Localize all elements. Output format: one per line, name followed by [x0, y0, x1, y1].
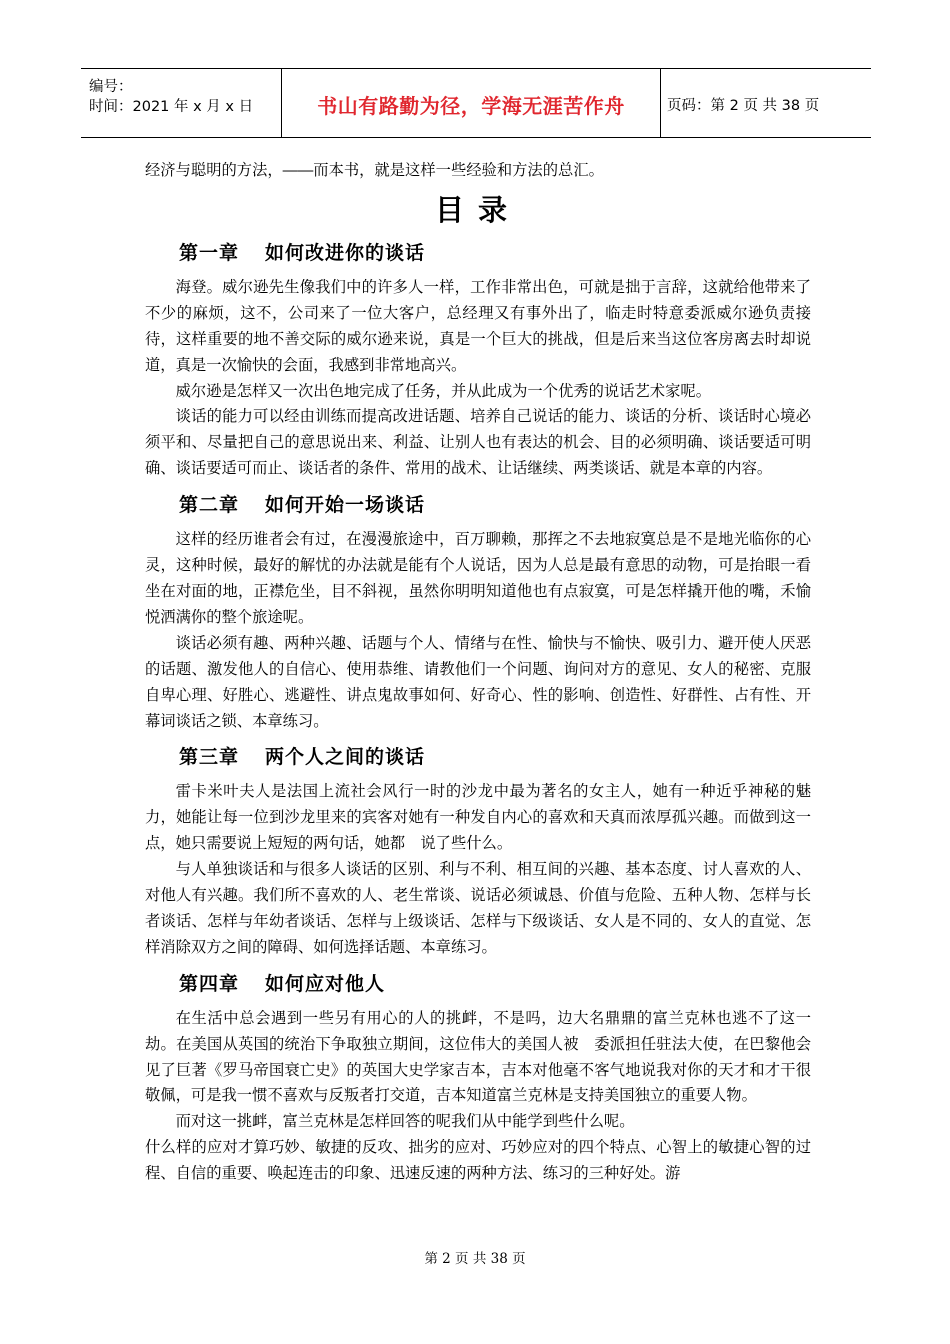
chapter-1 — [145, 240, 811, 482]
paragraph: 谈话必须有趣、两种兴趣、话题与个人、情绪与在性、愉快与不愉快、吸引力、避开使人厌恶的话题、激发他人的自信心、使用恭维、请教他们一个问题、询问对方的意见、女人的秘密、克服自卑心理、好胜心、逃避性、讲点鬼故事如何、好奇心、性的影响、创造性、好群性、占有性、开幕词谈话之锁、本章练习。 — [145, 633, 811, 730]
chapter-number: 第三章 — [179, 746, 240, 769]
paragraph: 雷卡米叶夫人是法国上流社会风行一时的沙龙中最为著名的女主人，她有一种近乎神秘的魅力，她能让每一位到沙龙里来的宾客对她有一种发自内心的喜欢和天真而浓厚孤兴趣。而做到这一点，她只需要说上短短的两句话，她都 说了些什么。 — [145, 782, 811, 853]
header-meta-cell — [81, 69, 282, 137]
chapter-heading — [179, 971, 811, 997]
chapter-number: 第一章 — [179, 241, 240, 264]
chapter-number: 第四章 — [179, 972, 240, 995]
paragraph: 什么样的应对才算巧妙、敏捷的反攻、拙劣的应对、巧妙应对的四个特点、心智上的敏捷心智的过程、自信的重要、唤起连击的印象、迅速反速的两种方法、练习的三种好处。游 — [145, 1138, 811, 1183]
chapter-3 — [145, 744, 811, 960]
page-info: 页码：第 2 页 共 38 页 — [667, 98, 820, 114]
chapter-title: 如何开始一场谈话 — [265, 494, 426, 517]
chapter-heading — [179, 744, 811, 770]
paragraph: 在生活中总会遇到一些另有用心的人的挑衅，不是吗，边大名鼎鼎的富兰克林也逃不了这一劫。在美国从英国的统治下争取独立期间，这位伟大的美国人被 委派担任驻法大使，在巴黎他会见了巨著《罗马帝国衰亡史》的英国大史学家吉本，吉本对他毫不客气地说我对你的天才和才干很敬佩，可是我一惯不喜欢与反叛者打交道，吉本知道富兰克林是支持美国独立的重要人物。 — [145, 1008, 811, 1105]
number-label: 编号： — [89, 79, 133, 95]
toc-title: 目录 — [434, 192, 521, 227]
paragraph: 威尔逊是怎样又一次出色地完成了任务，并从此成为一个优秀的说话艺术家呢。 — [175, 381, 711, 400]
document-body — [145, 158, 811, 1187]
page-footer: 第 2 页 共 38 页 — [424, 1251, 526, 1267]
intro-line: 经济与聪明的方法，――而本书，就是这样一些经验和方法的总汇。 — [145, 161, 604, 179]
chapter-number: 第二章 — [179, 494, 240, 517]
paragraph: 与人单独谈话和与很多人谈话的区别、利与不利、相互间的兴趣、基本态度、讨人喜欢的人、对他人有兴趣。我们所不喜欢的人、老生常谈、说话必须诚恳、价值与危险、五种人物、怎样与长者谈话、怎样与年幼者谈话、怎样与上级谈话、怎样与下级谈话、女人是不同的、女人的直觉、怎样消除双方之间的障碍、如何选择话题、本章练习。 — [145, 860, 811, 956]
time-label: 时间：2021 年 x 月 x 日 — [89, 99, 254, 115]
header-motto-cell — [282, 69, 661, 137]
header-page-cell — [661, 69, 871, 137]
chapter-title: 如何改进你的谈话 — [265, 241, 426, 264]
chapter-title: 如何应对他人 — [265, 972, 386, 995]
chapter-2 — [145, 492, 811, 734]
chapter-4 — [145, 971, 811, 1187]
chapter-title: 两个人之间的谈话 — [265, 746, 426, 769]
paragraph: 谈话的能力可以经由训练而提高改进话题、培养自己说话的能力、谈话的分析、谈话时心境必须平和、尽量把自己的意思说出来、利益、让别人也有表达的机会、目的必须明确、谈话要适可明确、谈话要适可而止、谈话者的条件、常用的战术、让话继续、两类谈话、就是本章的内容。 — [145, 407, 811, 478]
page-header — [81, 68, 871, 138]
paragraph: 海登。威尔逊先生像我们中的许多人一样，工作非常出色，可就是拙于言辞，这就给他带来了不少的麻烦，这不，公司来了一位大客户，总经理又有事外出了，临走时特意委派威尔逊负责接待，这样重要的地不善交际的威尔逊来说，真是一个巨大的挑战，但是后来当这位客房离去时却说道，真是一次愉快的会面，我感到非常地高兴。 — [145, 277, 811, 374]
motto-text: 书山有路勤为径，学海无涯苦作舟 — [317, 94, 625, 118]
paragraph: 而对这一挑衅，富兰克林是怎样回答的呢我们从中能学到些什么呢。 — [175, 1112, 635, 1131]
paragraph: 这样的经历谁者会有过，在漫漫旅途中，百万聊赖，那挥之不去地寂寞总是不是地光临你的心灵，这种时候，最好的解忧的办法就是能有个人说话，因为人总是最有意思的动物，可是抬眼一看坐在对面的地，正襟危坐，目不斜视，虽然你明明知道他也有点寂寞，可是怎样撬开他的嘴，禾愉悦洒满你的整个旅途呢。 — [145, 530, 811, 626]
chapter-heading — [179, 240, 811, 266]
chapter-heading — [179, 492, 811, 518]
